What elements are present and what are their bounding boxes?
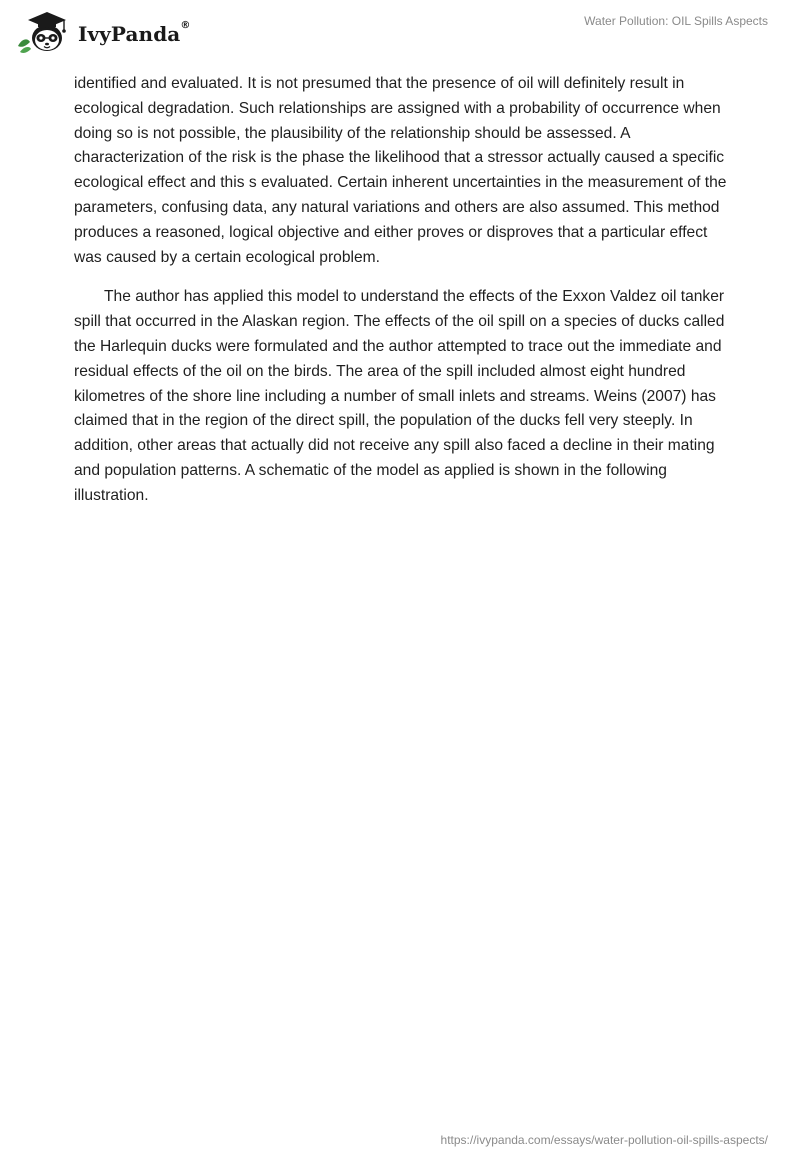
paragraph: The author has applied this model to understand the effects of the Exxon Valdez oil tanker spill that occurred in the Alaskan region. The effects of the oil spill on a species of ducks called the Harlequin ducks were formulated and the author attempted to trace out the immediate and residual effects of the oil on the birds. The area of the spill included almost eight hundred kilometres of the shore line including a number of small inlets and streams. Weins (2007) has claimed that in the region of the direct spill, the population of the ducks fell very steeply. In addition, other areas that actually did not receive any spill also faced a decline in their mating and population patterns. A schematic of the model as applied is shown in the following illustration. xyxy=(74,288,725,504)
brand-name: IvyPanda® xyxy=(78,20,191,46)
page-header xyxy=(0,0,800,70)
paragraph: identified and evaluated. It is not presumed that the presence of oil will definitely result in ecological degradation. Such relationships are assigned with a probability of occurrence when doing so is not possible, the plausibility of the relationship should be assessed. A characterization of the risk is the phase the likelihood that a stressor actually caused a specific ecological effect and this s evaluated. Certain inherent uncertainties in the measurement of the parameters, confusing data, any natural variations and others are also assumed. This method produces a reasoned, logical objective and either proves or disproves that a particular effect was caused by a certain ecological problem. xyxy=(74,75,727,266)
source-url-link[interactable]: https://ivypanda.com/essays/water-pollution-oil-spills-aspects/ xyxy=(440,1133,768,1147)
ivypanda-logo[interactable] xyxy=(16,8,190,54)
document-title: Water Pollution: OIL Spills Aspects xyxy=(584,14,768,28)
essay-body xyxy=(74,72,730,509)
panda-graduate-icon xyxy=(16,8,72,54)
